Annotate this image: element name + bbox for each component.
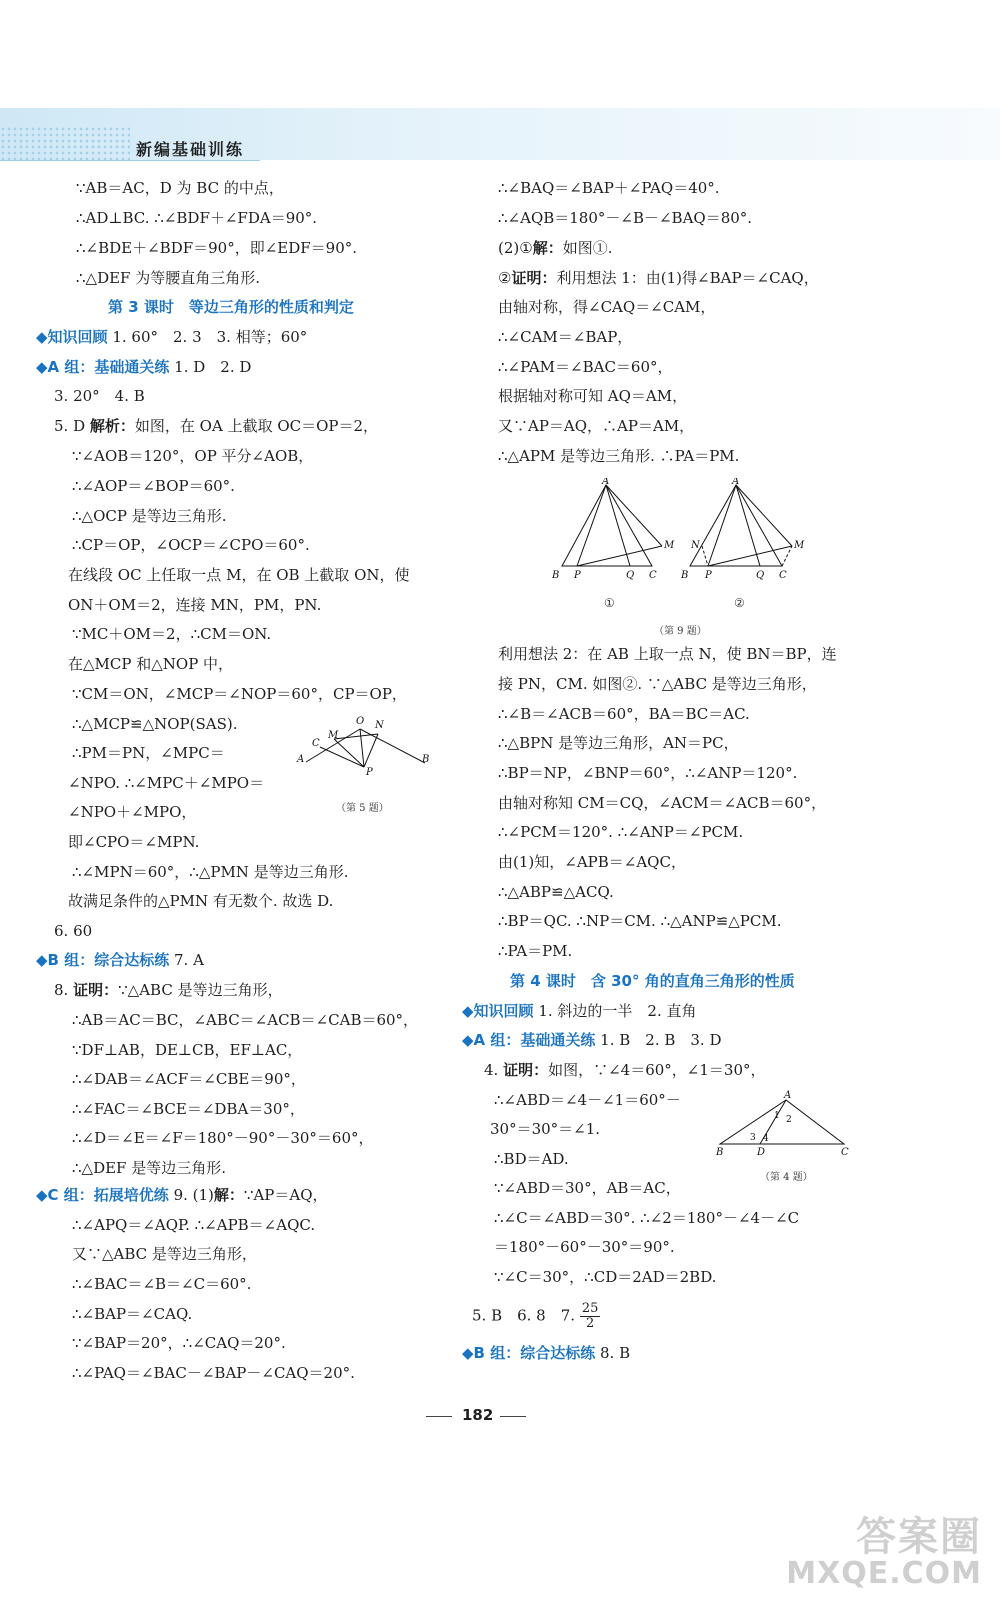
text-line: ∴BP＝NP，∠BNP＝60°，∴∠ANP＝120°. — [498, 764, 798, 782]
text-line: ∴PM＝PN，∠MPC＝ — [72, 744, 225, 762]
diamond-icon: ◆ — [36, 951, 48, 969]
answer-text: 1. D 2. D — [174, 358, 252, 376]
figure-5-diagram — [290, 712, 440, 782]
fraction-numerator: 25 — [581, 1301, 599, 1316]
question-number: 9. (1) — [173, 1186, 214, 1204]
answer-line — [36, 357, 251, 377]
answer-text: 1. B 2. B 3. D — [600, 1031, 722, 1049]
text-line: ∴∠DAB＝∠ACF＝∠CBE＝90°， — [72, 1070, 306, 1088]
diamond-icon: ◆ — [36, 328, 48, 346]
proof-tag: 证明： — [73, 981, 119, 999]
text-line: 由(1)知，∠APB＝∠AQC， — [498, 853, 686, 871]
text-line: 3. 20° 4. B — [54, 387, 145, 405]
svg-text:P: P — [574, 570, 581, 581]
proof-tag: 证明： — [503, 1061, 549, 1079]
answer-line — [462, 1030, 721, 1050]
diamond-icon: ◆ — [36, 358, 48, 376]
svg-text:B: B — [716, 1147, 724, 1158]
answer-text: 如图①. — [562, 239, 613, 257]
text-line: ∴∠FAC＝∠BCE＝∠DBA＝30°， — [72, 1100, 305, 1118]
text-line: ∴∠APQ＝∠AQP. ∴∠APB＝∠AQC. — [72, 1216, 316, 1234]
text-line: ∴∠AOP＝∠BOP＝60°. — [72, 477, 235, 495]
figure-9-label-1: ① — [604, 596, 615, 610]
question-number: 5. D — [54, 417, 86, 435]
text-line: ∠NPO. ∴∠MPC＋∠MPO＝ — [68, 774, 265, 792]
svg-text:M: M — [794, 540, 805, 551]
answer-line — [498, 268, 819, 288]
answer-text: 利用想法 1：由(1)得∠BAP＝∠CAQ， — [556, 269, 819, 287]
answer-line — [36, 327, 307, 347]
text-line: ∴∠BAQ＝∠BAP＋∠PAQ＝40°. — [498, 179, 720, 197]
answer-text: 1. 60° 2. 3 3. 相等；60° — [112, 328, 308, 346]
answer-text: ∵△ABC 是等边三角形， — [118, 981, 283, 999]
section-heading: 第 3 课时 等边三角形的性质和判定 — [108, 298, 354, 316]
text-line: ∴△DEF 是等边三角形. — [72, 1159, 226, 1177]
answer-text: 如图，在 OA 上截取 OC＝OP＝2， — [134, 417, 379, 435]
answer-text: 1. 斜边的一半 2. 直角 — [538, 1002, 697, 1020]
svg-text:B: B — [422, 754, 430, 765]
solution-tag: 解： — [213, 1186, 244, 1204]
text-line: 故满足条件的△PMN 有无数个. 故选 D. — [68, 892, 334, 910]
group-tag: 知识回顾 — [473, 1002, 534, 1020]
svg-text:C: C — [841, 1147, 849, 1158]
text-line: ∴∠B＝∠ACB＝60°，BA＝BC＝AC. — [498, 705, 750, 723]
text-line: ∴△BPN 是等边三角形，AN＝PC， — [498, 734, 739, 752]
svg-text:P: P — [366, 767, 373, 778]
text-line: 根据轴对称可知 AQ＝AM， — [498, 387, 688, 405]
svg-text:O: O — [356, 716, 365, 727]
figure-4-caption: （第 4 题） — [760, 1172, 813, 1183]
text-line: ∵MC＋OM＝2，∴CM＝ON. — [72, 625, 272, 643]
svg-text:C: C — [312, 738, 320, 749]
svg-text:A: A — [784, 1090, 792, 1101]
text-line: 在线段 OC 上任取一点 M，在 OB 上截取 ON，使 — [68, 566, 410, 584]
svg-text:N: N — [375, 720, 384, 731]
text-line: ∵∠BAP＝20°，∴∠CAQ＝20°. — [72, 1334, 286, 1352]
book-title: 新编基础训练 — [136, 140, 245, 159]
text-line: 30°＝30°＝∠1. — [490, 1120, 601, 1138]
svg-text:2: 2 — [786, 1115, 792, 1125]
answer-line — [462, 1001, 697, 1021]
solution-tag: 解： — [532, 239, 563, 257]
answer-text: ∵AP＝AQ， — [243, 1186, 328, 1204]
text-line: ∴AD⊥BC. ∴∠BDF＋∠FDA＝90°. — [76, 209, 318, 227]
text-line: ∴AB＝AC＝BC，∠ABC＝∠ACB＝∠CAB＝60°， — [72, 1011, 419, 1029]
text-line: ∴∠BAP＝∠CAQ. — [72, 1305, 193, 1323]
svg-text:4: 4 — [763, 1134, 769, 1144]
section-heading: 第 4 课时 含 30° 角的直角三角形的性质 — [510, 972, 795, 990]
answer-line — [484, 1060, 766, 1080]
text-line: ∴BD＝AD. — [494, 1150, 569, 1168]
answer-line — [498, 238, 613, 258]
watermark — [786, 1505, 982, 1591]
text-line: ∴∠AQB＝180°－∠B－∠BAQ＝80°. — [498, 209, 753, 227]
answer-line — [54, 980, 283, 1000]
page-number-rule — [500, 1416, 526, 1417]
text-line: 由轴对称知 CM＝CQ，∠ACM＝∠ACB＝60°， — [498, 794, 827, 812]
text-line: ∴PA＝PM. — [498, 942, 573, 960]
svg-text:N: N — [691, 540, 700, 551]
answer-line — [462, 1343, 630, 1363]
answer-line — [36, 950, 204, 970]
answer-text: 5. B 6. 8 7. — [472, 1306, 576, 1325]
question-number: ② — [498, 269, 512, 287]
svg-text:Q: Q — [626, 570, 635, 581]
proof-tag: 证明： — [511, 269, 557, 287]
svg-text:C: C — [649, 570, 657, 581]
text-line: ∴∠ABD＝∠4－∠1＝60°－ — [494, 1091, 681, 1109]
fraction — [580, 1302, 601, 1331]
text-line: ∵AB＝AC，D 为 BC 的中点， — [76, 179, 284, 197]
group-tag: A 组：基础通关练 — [47, 358, 170, 376]
text-line: 6. 60 — [54, 922, 93, 940]
figure-9-diagram-2 — [680, 478, 810, 588]
svg-text:B: B — [552, 570, 560, 581]
watermark-url: MXQE.COM — [786, 1556, 982, 1591]
figure-9-caption: （第 9 题） — [654, 626, 707, 637]
question-number: (2)① — [498, 239, 533, 257]
svg-text:A: A — [602, 478, 610, 487]
text-line: ∴∠CAM＝∠BAP， — [498, 328, 633, 346]
text-line: ∵CM＝ON，∠MCP＝∠NOP＝60°，CP＝OP， — [72, 685, 407, 703]
watermark-logo-text: 答案圈 — [856, 1514, 982, 1560]
text-line: 即∠CPO＝∠MPN. — [68, 833, 200, 851]
diamond-icon: ◆ — [462, 1031, 474, 1049]
text-line: ∴BP＝QC. ∴NP＝CM. ∴△ANP≌△PCM. — [498, 912, 782, 930]
figure-5-caption: （第 5 题） — [336, 803, 389, 814]
svg-text:B: B — [681, 570, 689, 581]
page-number-rule — [426, 1416, 452, 1417]
text-line: ∴∠BAC＝∠B＝∠C＝60°. — [72, 1275, 252, 1293]
svg-text:A: A — [732, 478, 740, 487]
svg-text:Q: Q — [756, 570, 765, 581]
text-line: ∴△ABP≌△ACQ. — [498, 883, 614, 901]
svg-text:1: 1 — [774, 1111, 780, 1121]
text-line: 又∵△ABC 是等边三角形， — [72, 1245, 257, 1263]
answer-line — [472, 1302, 600, 1331]
text-line: ∵∠C＝30°，∴CD＝2AD＝2BD. — [494, 1268, 717, 1286]
text-line: ∴△APM 是等边三角形. ∴PA＝PM. — [498, 447, 740, 465]
text-line: ON＋OM＝2，连接 MN，PM，PN. — [68, 596, 322, 614]
diamond-icon: ◆ — [36, 1186, 48, 1204]
text-line: ∴∠PAM＝∠BAC＝60°， — [498, 358, 673, 376]
answer-text: 如图，∵∠4＝60°，∠1＝30°， — [548, 1061, 766, 1079]
text-line: ∴∠C＝∠ABD＝30°. ∴∠2＝180°－∠4－∠C — [494, 1209, 800, 1227]
figure-9-diagram-1 — [548, 478, 678, 588]
group-tag: B 组：综合达标练 — [473, 1344, 596, 1362]
text-line: ∵∠ABD＝30°，AB＝AC， — [494, 1179, 681, 1197]
answer-line — [54, 416, 378, 436]
text-line: ∴∠PCM＝120°. ∴∠ANP＝∠PCM. — [498, 823, 744, 841]
question-number: 4. — [484, 1061, 499, 1079]
text-line: 利用想法 2：在 AB 上取一点 N，使 BN＝BP，连 — [498, 645, 837, 663]
text-line: ∴∠BDE＋∠BDF＝90°，即∠EDF＝90°. — [76, 239, 358, 257]
group-tag: 知识回顾 — [47, 328, 108, 346]
text-line: ∴△OCP 是等边三角形. — [72, 507, 227, 525]
text-line: ∠NPO＋∠MPO， — [68, 803, 197, 821]
answer-line — [36, 1185, 328, 1205]
question-number: 8. — [54, 981, 69, 999]
svg-text:D: D — [757, 1147, 766, 1158]
text-line: ∵DF⊥AB，DE⊥CB，EF⊥AC， — [72, 1041, 303, 1059]
svg-text:3: 3 — [750, 1133, 756, 1143]
diamond-icon: ◆ — [462, 1002, 474, 1020]
page-number: 182 — [462, 1406, 494, 1424]
group-tag: A 组：基础通关练 — [473, 1031, 596, 1049]
text-line: 在△MCP 和△NOP 中， — [68, 655, 234, 673]
text-line: ∴△DEF 为等腰直角三角形. — [76, 269, 260, 287]
text-line: ∵∠AOB＝120°，OP 平分∠AOB， — [72, 447, 314, 465]
svg-text:M: M — [328, 730, 339, 741]
text-line: 又∵AP＝AQ，∴AP＝AM， — [498, 417, 695, 435]
svg-text:M: M — [664, 540, 675, 551]
svg-text:A: A — [297, 754, 305, 765]
text-line: ∴∠D＝∠E＝∠F＝180°－90°－30°＝60°， — [72, 1129, 374, 1147]
text-line: 接 PN，CM. 如图②. ∵△ABC 是等边三角形， — [498, 675, 817, 693]
answer-text: 7. A — [173, 951, 204, 969]
text-line: ∴△MCP≌△NOP(SAS). — [72, 715, 238, 733]
fraction-denominator: 2 — [585, 1316, 595, 1331]
header-underline — [0, 160, 260, 161]
answer-text: 8. B — [599, 1344, 631, 1362]
analysis-tag: 解析： — [89, 417, 135, 435]
figure-9-label-2: ② — [734, 596, 745, 610]
text-line: ＝180°－60°－30°＝90°. — [494, 1238, 675, 1256]
group-tag: C 组：拓展培优练 — [47, 1186, 169, 1204]
text-line: ∴∠MPN＝60°，∴△PMN 是等边三角形. — [72, 863, 349, 881]
text-line: ∴∠PAQ＝∠BAC－∠BAP－∠CAQ＝20°. — [72, 1364, 355, 1382]
group-tag: B 组：综合达标练 — [47, 951, 170, 969]
header-dot-pattern — [0, 126, 130, 160]
svg-text:P: P — [705, 570, 712, 581]
figure-4-diagram — [708, 1088, 858, 1160]
text-line: ∴CP＝OP，∠OCP＝∠CPO＝60°. — [72, 536, 310, 554]
svg-text:C: C — [779, 570, 787, 581]
text-line: 由轴对称，得∠CAQ＝∠CAM， — [498, 298, 716, 316]
diamond-icon: ◆ — [462, 1344, 474, 1362]
